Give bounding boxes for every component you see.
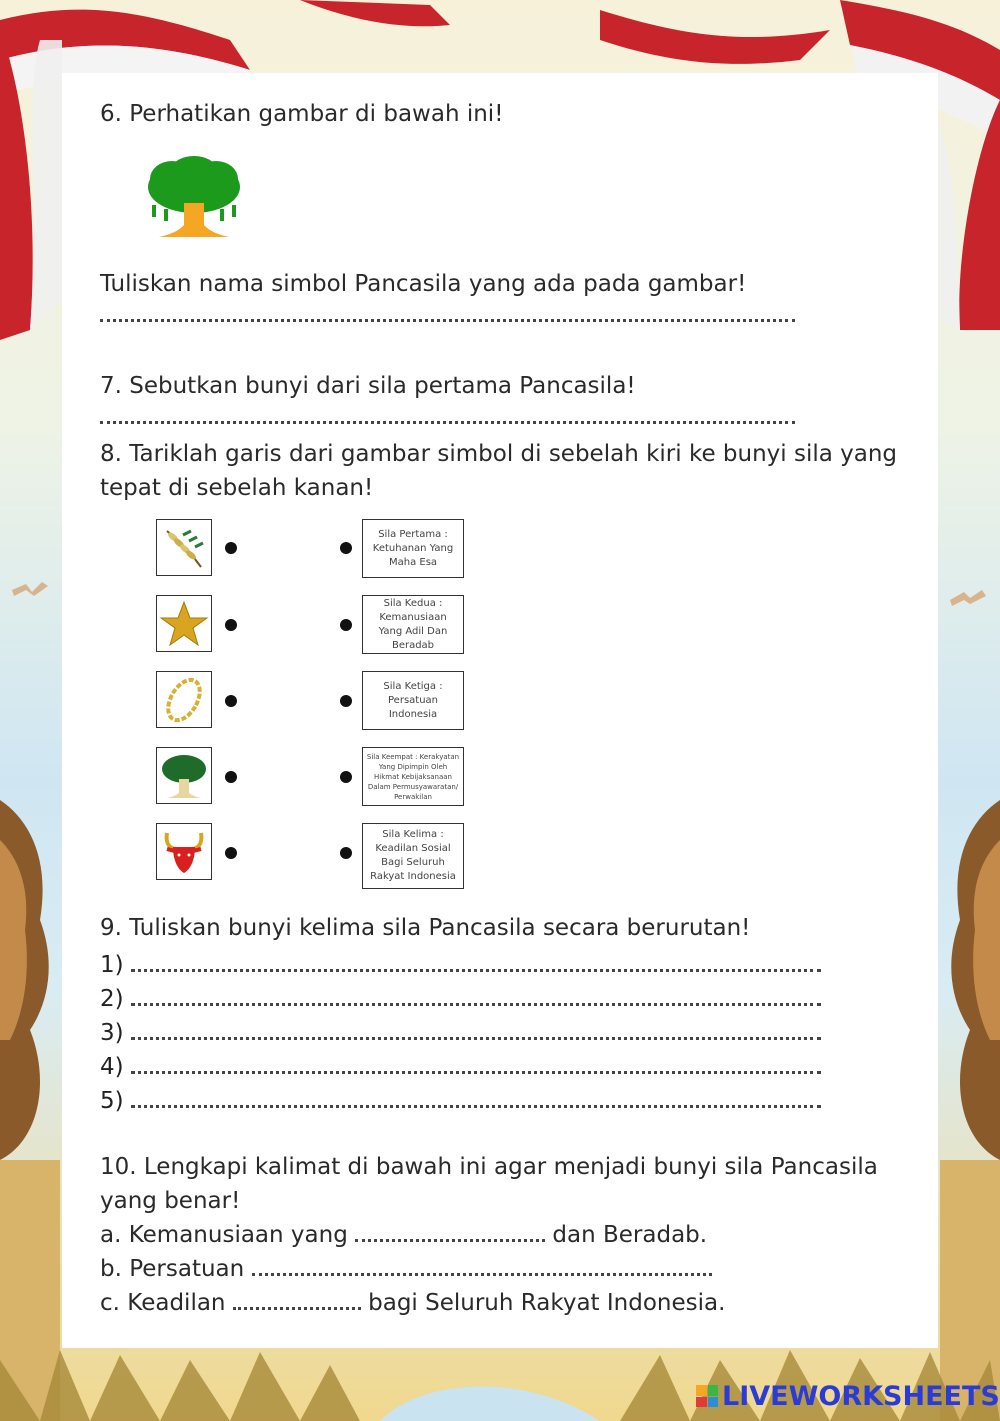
answer-row-q9-5: [100, 1086, 821, 1116]
bull-head-icon: [159, 827, 209, 877]
q10-c-after: bagi Seluruh Rakyat Indonesia.: [368, 1290, 726, 1316]
symbol-box-rice-cotton[interactable]: [156, 519, 212, 576]
answer-number: 4): [100, 1054, 124, 1080]
match-dot-left-4[interactable]: [225, 771, 237, 783]
answer-line-q10-c[interactable]: [233, 1296, 361, 1310]
match-dot-right-5[interactable]: [340, 847, 352, 859]
answer-line-q9-2[interactable]: [131, 992, 821, 1006]
match-dot-left-1[interactable]: [225, 542, 237, 554]
answer-row-q9-3: [100, 1018, 821, 1048]
match-dot-right-1[interactable]: [340, 542, 352, 554]
symbol-box-chain[interactable]: [156, 671, 212, 728]
answer-number: 2): [100, 986, 124, 1012]
chain-icon: [159, 675, 209, 725]
question-6-instruction: Tuliskan nama simbol Pancasila yang ada pada gambar!: [100, 271, 747, 297]
banyan-tree-icon: [159, 751, 209, 801]
q10-a-before: a. Kemanusiaan yang: [100, 1222, 348, 1248]
sila-box-4[interactable]: Sila Keempat : Kerakyatan Yang Dipimpin Oleh Hikmat Kebijaksanaan Dalam Permusyawaratan/ Perwakilan: [362, 747, 464, 806]
banyan-tree-icon: [144, 155, 244, 240]
answer-row-q9-2: [100, 984, 821, 1014]
answer-line-q10-b[interactable]: [252, 1262, 712, 1276]
question-10-a: [100, 1218, 707, 1252]
question-6-prompt: 6. Perhatikan gambar di bawah ini!: [100, 101, 504, 127]
symbol-box-bull-head[interactable]: [156, 823, 212, 880]
match-dot-left-3[interactable]: [225, 695, 237, 707]
answer-row-q9-1: [100, 950, 821, 980]
answer-line-q9-1[interactable]: [131, 958, 821, 972]
answer-row-q9-4: [100, 1052, 821, 1082]
symbol-box-star[interactable]: [156, 595, 212, 652]
question-8-prompt-line2: tepat di sebelah kanan!: [100, 475, 374, 501]
answer-line-q6[interactable]: [100, 316, 795, 322]
answer-number: 1): [100, 952, 124, 978]
q10-b-before: b. Persatuan: [100, 1256, 245, 1282]
answer-number: 3): [100, 1020, 124, 1046]
star-icon: [159, 599, 209, 649]
question-8-prompt-line1: 8. Tariklah garis dari gambar simbol di sebelah kiri ke bunyi sila yang: [100, 441, 898, 467]
answer-line-q9-5[interactable]: [131, 1094, 821, 1108]
question-9-prompt: 9. Tuliskan bunyi kelima sila Pancasila secara berurutan!: [100, 915, 751, 941]
q10-a-after: dan Beradab.: [552, 1222, 708, 1248]
brand-name: LIVEWORKSHEETS: [722, 1380, 1000, 1412]
answer-line-q9-4[interactable]: [131, 1060, 821, 1074]
symbol-box-banyan-tree[interactable]: [156, 747, 212, 804]
question-10-c: [100, 1286, 725, 1320]
rice-cotton-icon: [159, 523, 209, 573]
sila-box-2[interactable]: Sila Kedua : Kemanusiaan Yang Adil Dan Beradab: [362, 595, 464, 654]
answer-line-q9-3[interactable]: [131, 1026, 821, 1040]
sila-box-1[interactable]: Sila Pertama : Ketuhanan Yang Maha Esa: [362, 519, 464, 578]
question-10-prompt-line1: 10. Lengkapi kalimat di bawah ini agar menjadi bunyi sila Pancasila: [100, 1154, 878, 1180]
answer-line-q10-a[interactable]: [355, 1228, 545, 1242]
match-dot-right-2[interactable]: [340, 619, 352, 631]
liveworksheets-brand[interactable]: [696, 1380, 1000, 1412]
q10-c-before: c. Keadilan: [100, 1290, 226, 1316]
question-7-prompt: 7. Sebutkan bunyi dari sila pertama Pancasila!: [100, 373, 636, 399]
answer-number: 5): [100, 1088, 124, 1114]
sila-box-5[interactable]: Sila Kelima : Keadilan Sosial Bagi Seluruh Rakyat Indonesia: [362, 823, 464, 889]
question-10-b: [100, 1252, 712, 1286]
match-dot-left-5[interactable]: [225, 847, 237, 859]
match-dot-right-3[interactable]: [340, 695, 352, 707]
liveworksheets-logo-icon: [696, 1385, 718, 1407]
sila-box-3[interactable]: Sila Ketiga : Persatuan Indonesia: [362, 671, 464, 730]
match-dot-right-4[interactable]: [340, 771, 352, 783]
question-10-prompt-line2: yang benar!: [100, 1188, 241, 1214]
match-dot-left-2[interactable]: [225, 619, 237, 631]
answer-line-q7[interactable]: [100, 418, 795, 424]
